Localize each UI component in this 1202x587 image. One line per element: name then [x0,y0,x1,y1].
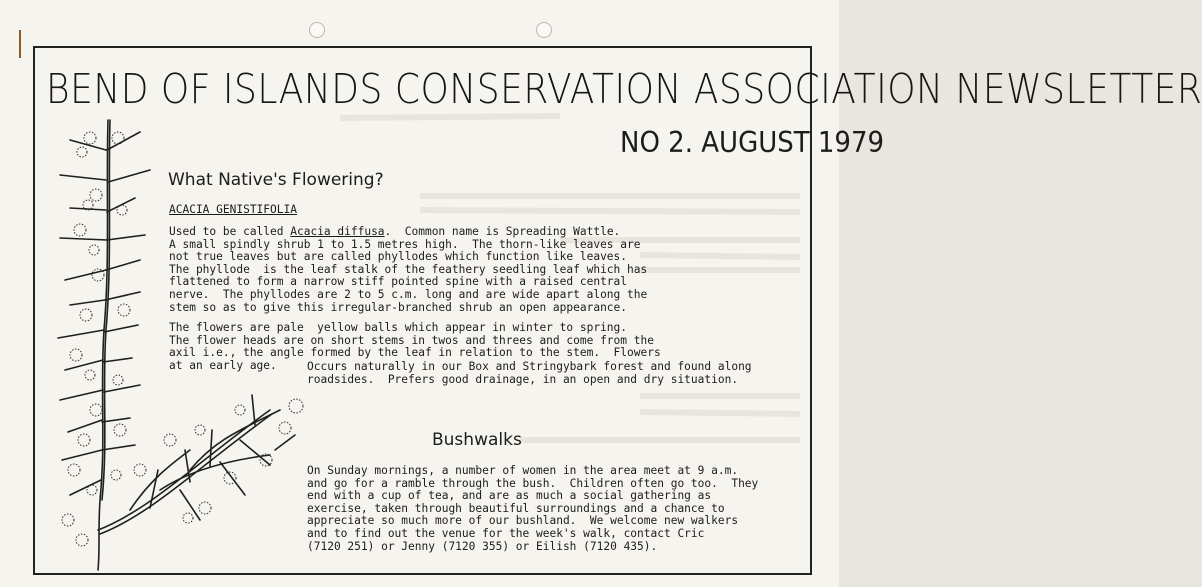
flowering-line: flattened to form a narrow stiff pointed spine with a raised central [169,275,628,289]
bushwalks-line: appreciate so much more of our bushland. We welcome new walkers [307,514,739,528]
bushwalks-line: exercise, taken through beautiful surroundings and a chance to [307,501,725,515]
species-name: ACACIA GENISTIFOLIA [169,203,297,216]
flowering-line: The flower heads are on short stems in twos and threes and come from the [169,333,654,347]
first-line-post: . Common name is Spreading Wattle. [384,225,621,238]
flowering-line: not true leaves but are called phyllodes which function like leaves. [169,250,628,264]
flowering-line: A small spindly shrub 1 to 1.5 metres high. The thorn-like leaves are [169,237,641,251]
first-line-pre: Used to be called [169,225,291,238]
flowering-line: axil i.e., the angle formed by the leaf in relation to the stem. Flowers [169,346,661,360]
bushwalks-line: and to find out the venue for the week's walk, contact Cric [307,527,705,540]
flowering-line: The phyllode is the leaf stalk of the feathery seedling leaf which has [169,262,648,276]
bushwalks-line: (7120 251) or Jenny (7120 355) or Eilish (7120 435). [307,539,658,553]
punch-hole-left [309,22,325,38]
bushwalks-line: and go for a ramble through the bush. Children often go too. They [307,476,759,490]
bushwalks-heading: Bushwalks [432,430,522,450]
punch-hole-right [536,22,552,38]
flowering-heading: What Native's Flowering? [168,170,384,190]
masthead-title: BEND OF ISLANDS CONSERVATION ASSOCIATION NEWSLETTER [46,66,1202,114]
bushwalks-line: On Sunday mornings, a number of women in the area meet at 9 a.m. [307,464,739,477]
issue-date: NO 2. AUGUST 1979 [620,126,885,160]
pen-mark [14,28,26,68]
occurs-line: roadsides. Prefers good drainage, in an open and dry situation. [307,372,739,386]
flowering-line: nerve. The phyllodes are 2 to 5 c.m. long and are wide apart along the [169,288,648,301]
flowering-first-line [169,226,620,239]
flowering-line: stem so as to give this irregular-branched shrub an open appearance. [169,300,628,314]
flowering-line: at an early age. [169,358,277,372]
old-species-name: Acacia diffusa [290,225,385,238]
flowering-line: The flowers are pale yellow balls which appear in winter to spring. [169,321,628,334]
occurs-line: Occurs naturally in our Box and Stringybark forest and found along [307,360,752,373]
bushwalks-line: end with a cup of tea, and are as much a social gathering as [307,489,712,503]
